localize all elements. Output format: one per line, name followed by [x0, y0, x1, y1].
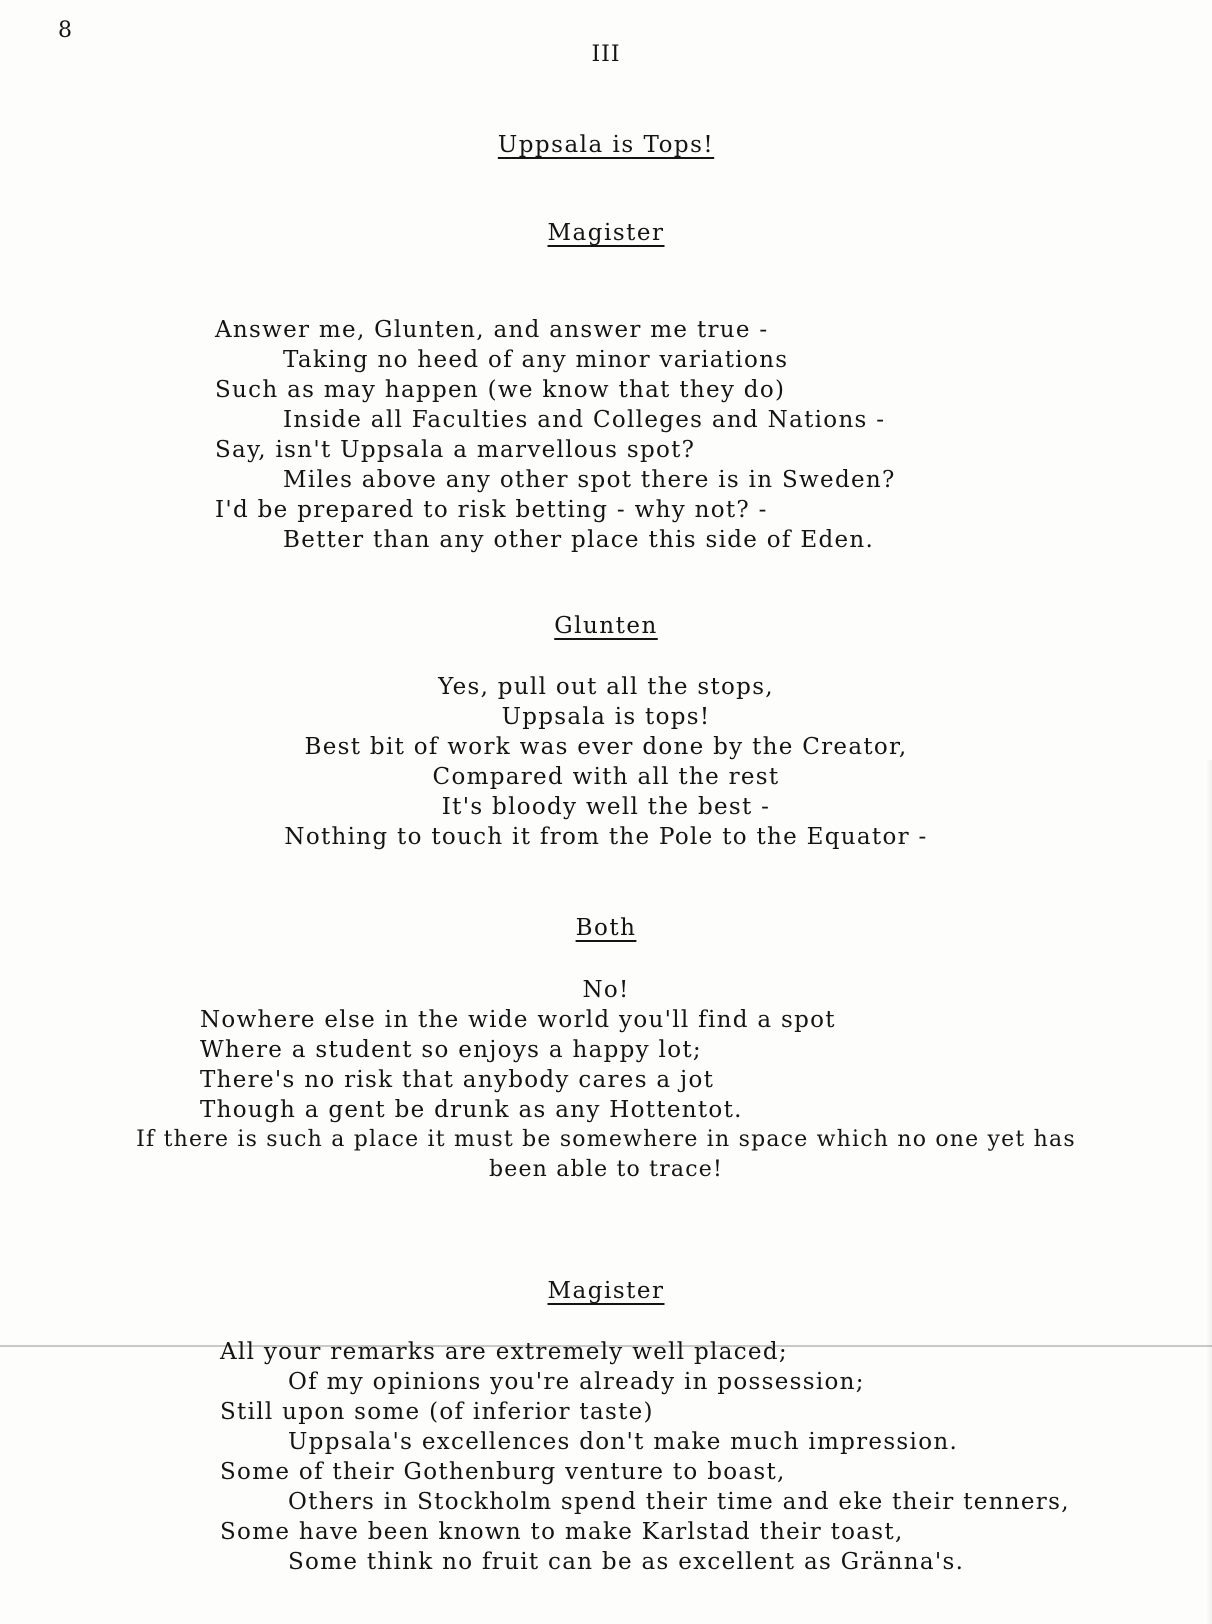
- verse-line: Answer me, Glunten, and answer me true -: [215, 317, 769, 343]
- verse-line: There's no risk that anybody cares a jot: [200, 1067, 715, 1093]
- verse-line: Taking no heed of any minor variations: [283, 347, 789, 373]
- speaker-glunten-text: Glunten: [554, 613, 658, 639]
- verse-both-closing: [0, 1125, 1212, 1185]
- verse-line: Some think no fruit can be as excellent as Gränna's.: [288, 1549, 965, 1575]
- verse-line: Though a gent be drunk as any Hottentot.: [200, 1097, 743, 1123]
- verse-glunten: [0, 672, 1212, 852]
- verse-line: Nowhere else in the wide world you'll find a spot: [200, 1007, 836, 1033]
- verse-line: It's bloody well the best -: [441, 794, 771, 820]
- chapter-number: III: [591, 42, 621, 67]
- verse-line: Best bit of work was ever done by the Creator,: [304, 734, 908, 760]
- speaker-heading-magister: [0, 220, 1212, 246]
- verse-line: Inside all Faculties and Colleges and Nations -: [283, 407, 886, 433]
- verse-line: Better than any other place this side of Eden.: [283, 527, 875, 553]
- verse-magister-2: [220, 1337, 1070, 1577]
- verse-line: Some of their Gothenburg venture to boast,: [220, 1459, 786, 1485]
- verse-line: Nothing to touch it from the Pole to the Equator -: [284, 824, 928, 850]
- verse-both: [200, 1005, 836, 1125]
- verse-line: Still upon some (of inferior taste): [220, 1399, 654, 1425]
- speaker-magister-2-text: Magister: [547, 1278, 665, 1304]
- song-title: [0, 132, 1212, 158]
- verse-line: Say, isn't Uppsala a marvellous spot?: [215, 437, 696, 463]
- speaker-magister-text: Magister: [547, 220, 665, 246]
- verse-line: Miles above any other spot there is in Sweden?: [283, 467, 896, 493]
- verse-line: Some have been known to make Karlstad their toast,: [220, 1519, 904, 1545]
- page-edge-shadow: [1206, 760, 1212, 1624]
- page-number: 8: [58, 18, 72, 43]
- verse-both-intro: [0, 975, 1212, 1005]
- verse-line: Compared with all the rest: [432, 764, 780, 790]
- verse-magister-1: [215, 315, 896, 555]
- verse-line: I'd be prepared to risk betting - why not? -: [215, 497, 768, 523]
- speaker-heading-both: [0, 915, 1212, 941]
- verse-line: If there is such a place it must be somewhere in space which no one yet has: [136, 1127, 1076, 1152]
- verse-line: been able to trace!: [488, 1157, 724, 1182]
- verse-line: All your remarks are extremely well placed;: [220, 1339, 788, 1365]
- verse-line: Uppsala is tops!: [501, 704, 711, 730]
- verse-line: Yes, pull out all the stops,: [438, 674, 774, 700]
- verse-line: Where a student so enjoys a happy lot;: [200, 1037, 702, 1063]
- verse-line: Uppsala's excellences don't make much impression.: [288, 1429, 959, 1455]
- verse-line: Such as may happen (we know that they do): [215, 377, 786, 403]
- verse-line: Others in Stockholm spend their time and eke their tenners,: [288, 1489, 1070, 1515]
- speaker-both-text: Both: [575, 915, 637, 941]
- song-title-text: Uppsala is Tops!: [497, 132, 715, 158]
- verse-line: No!: [582, 977, 630, 1003]
- speaker-heading-magister-2: [0, 1278, 1212, 1304]
- verse-line: Of my opinions you're already in possession;: [288, 1369, 865, 1395]
- speaker-heading-glunten: [0, 613, 1212, 639]
